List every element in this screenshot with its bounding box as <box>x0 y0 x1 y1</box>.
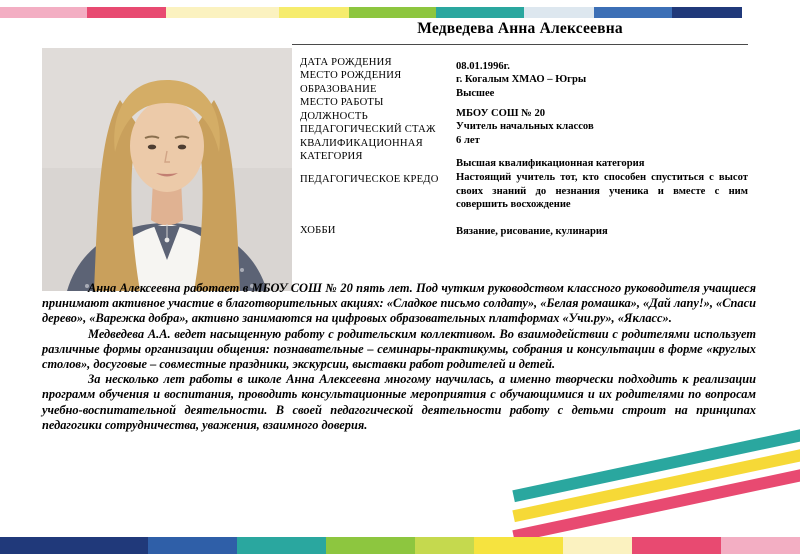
field-value-education: Высшее <box>456 88 495 99</box>
field-value-hobby: Вязание, рисование, кулинария <box>456 226 608 237</box>
biography-paragraph-1: Анна Алексеевна работает в МБОУ СОШ № 20 пять лет. Под чутким руководством классного руководителя учащиеся принимают активное участие в благотворительных акциях: «Сладкое письмо солдату», «Белая ромашка», «Дай лапу!», «Спаси дерево», «Варежка добра», активно занимаются на цифровых образовательных платформах «Учи.ру», «Якласс». <box>42 281 756 326</box>
top-decor-strip <box>0 7 742 18</box>
portrait-illustration <box>42 48 292 291</box>
field-value-position: Учитель начальных классов <box>456 121 594 132</box>
field-label-position: ДОЛЖНОСТЬ <box>300 111 368 122</box>
field-label-hobby: ХОББИ <box>300 225 336 236</box>
field-label-teaching-experience: ПЕДАГОГИЧЕСКИЙ СТАЖ <box>300 124 436 135</box>
page-title: Медведева Анна Алексеевна <box>417 20 623 37</box>
field-value-workplace: МБОУ СОШ № 20 <box>456 108 546 119</box>
field-label-qualification-category: КВАЛИФИКАЦИОННАЯ КАТЕГОРИЯ <box>300 138 423 162</box>
title-block <box>292 20 748 45</box>
bottom-decor-strip <box>0 537 800 554</box>
biography-paragraph-2: Медведева А.А. ведет насыщенную работу с родительским коллективом. Во взаимодействии с родителями использует различные формы организации общения: познавательные – семинары-практикумы, собрания и консультации в форме «круглых столов», досуговые – совместные праздники, экскурсии, выставки работ родителей и детей. <box>42 326 756 372</box>
field-value-birth-date: 08.01.1996г. <box>456 61 510 72</box>
field-label-education: ОБРАЗОВАНИЕ <box>300 84 377 95</box>
field-label-pedagogical-credo: ПЕДАГОГИЧЕСКОЕ КРЕДО <box>300 174 439 185</box>
field-value-qualification-category: Высшая квалификационная категория <box>456 158 645 169</box>
field-label-birth-place: МЕСТО РОЖДЕНИЯ <box>300 70 402 81</box>
field-label-workplace: МЕСТО РАБОТЫ <box>300 97 384 108</box>
biography-text <box>42 281 756 433</box>
profile-photo <box>42 48 292 291</box>
field-value-pedagogical-credo: Настоящий учитель тот, кто способен спуститься с высот своих знаний до незнания ученика и вместе с ним совершить восхождение <box>456 172 748 211</box>
field-value-birth-place: г. Когалым ХМАО – Югры <box>456 74 587 85</box>
biography-paragraph-3: За несколько лет работы в школе Анна Алексеевна многому научилась, а именно творчески подходить к реализации программ обучения и воспитания, проводить консультационные мероприятия с обучающимися и их родителями по вопросам учебно-воспитательной деятельности. В своей педагогической деятельности работу с детьми строит на принципах педагогики сотрудничества, уважения, взаимного доверия. <box>42 372 756 432</box>
field-value-teaching-experience: 6 лет <box>456 135 480 146</box>
field-label-birth-date: ДАТА РОЖДЕНИЯ <box>300 57 392 68</box>
